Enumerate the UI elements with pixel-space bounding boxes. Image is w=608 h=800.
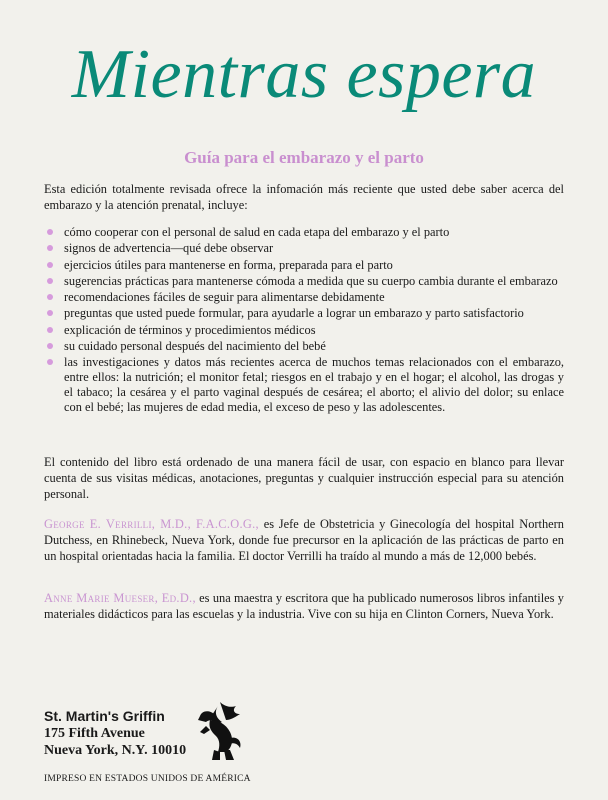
book-subtitle: Guía para el embarazo y el parto — [184, 148, 424, 167]
bullet-icon — [47, 278, 53, 284]
author-bio-mueser — [44, 590, 564, 622]
list-item-text: preguntas que usted puede formular, para ayudarle a lograr un embarazo y parto satisfactorio — [64, 306, 524, 321]
author-bio-text: es Jefe de Obstetricia y Ginecología del hospital Northern Dutchess, en Rhinebeck, Nueva York, donde fue precursor en la aplicación de las prácticas de parto en un hospital orientadas hacia la familia. El doctor Verrilli ha traído al mundo a más de 12,000 bebés. — [44, 517, 564, 563]
printed-in-notice: IMPRESO EN ESTADOS UNIDOS DE AMÉRICA — [44, 774, 251, 784]
bullet-icon — [47, 294, 53, 300]
list-item — [44, 290, 564, 305]
bullet-icon — [47, 310, 53, 316]
list-item-text: las investigaciones y datos más recientes acerca de muchos temas relacionados con el embarazo, entre ellos: la nutrición; el monitor fetal; riesgos en el trabajo y en el hogar; el alcohol, las drogas y el tabaco; la cesárea y el parto vaginal después de cesárea; el aborto; el alivio del dolor; su enlace con el bebé; las mujeres de edad media, el exceso de peso y las adolescentes. — [64, 355, 564, 414]
list-item — [44, 323, 564, 338]
publisher-address-line2: Nueva York, N.Y. 10010 — [44, 743, 187, 758]
list-item — [44, 355, 564, 414]
content-paragraph: El contenido del libro está ordenado de una manera fácil de usar, con espacio en blanco para llevar cuenta de sus visitas médicas, anotaciones, preguntas y cualquier instrucción especial para su atención personal. — [44, 455, 564, 501]
list-item — [44, 225, 564, 240]
list-item-text: ejercicios útiles para mantenerse en forma, preparada para el parto — [64, 257, 393, 272]
list-item-text: sugerencias prácticas para mantenerse cómoda a medida que su cuerpo cambia durante el embarazo — [64, 273, 558, 288]
list-item — [44, 274, 564, 289]
list-item-text: recomendaciones fáciles de seguir para alimentarse debidamente — [64, 290, 385, 305]
author-name: Anne Marie Mueser, Ed.D., — [44, 591, 196, 605]
list-item-text: signos de advertencia—qué debe observar — [64, 241, 274, 256]
book-title: Mientras espera — [71, 36, 537, 113]
bullet-icon — [47, 262, 53, 268]
list-item — [44, 258, 564, 273]
publisher-name: St. Martin's Griffin — [44, 708, 165, 724]
intro-paragraph: Esta edición totalmente revisada ofrece la infomación más reciente que usted debe saber acerca del embarazo y la atención prenatal, incluye: — [44, 182, 564, 212]
bullet-icon — [47, 327, 53, 333]
author-bio-text: es una maestra y escritora que ha publicado numerosos libros infantiles y materiales didácticos para las escuelas y la industria. Vive con su hija en Clinton Corners, Nueva York. — [44, 591, 564, 621]
list-item-text: cómo cooperar con el personal de salud en cada etapa del embarazo y el parto — [64, 225, 450, 239]
author-name: George E. Verrilli, M.D., F.A.C.O.G., — [44, 517, 259, 531]
bullet-icon — [47, 359, 53, 365]
publisher-address-line1: 175 Fifth Avenue — [44, 726, 145, 741]
list-item — [44, 306, 564, 321]
author-bio-verrilli — [44, 516, 564, 564]
bullet-icon — [47, 245, 53, 251]
list-item — [44, 339, 564, 354]
list-item — [44, 241, 564, 256]
griffin-logo-icon — [190, 698, 246, 762]
list-item-text: su cuidado personal después del nacimiento del bebé — [64, 339, 326, 354]
feature-list — [44, 225, 564, 416]
publisher-block — [44, 708, 186, 759]
bullet-icon — [47, 229, 53, 235]
bullet-icon — [47, 343, 53, 349]
list-item-text: explicación de términos y procedimientos médicos — [64, 322, 316, 337]
